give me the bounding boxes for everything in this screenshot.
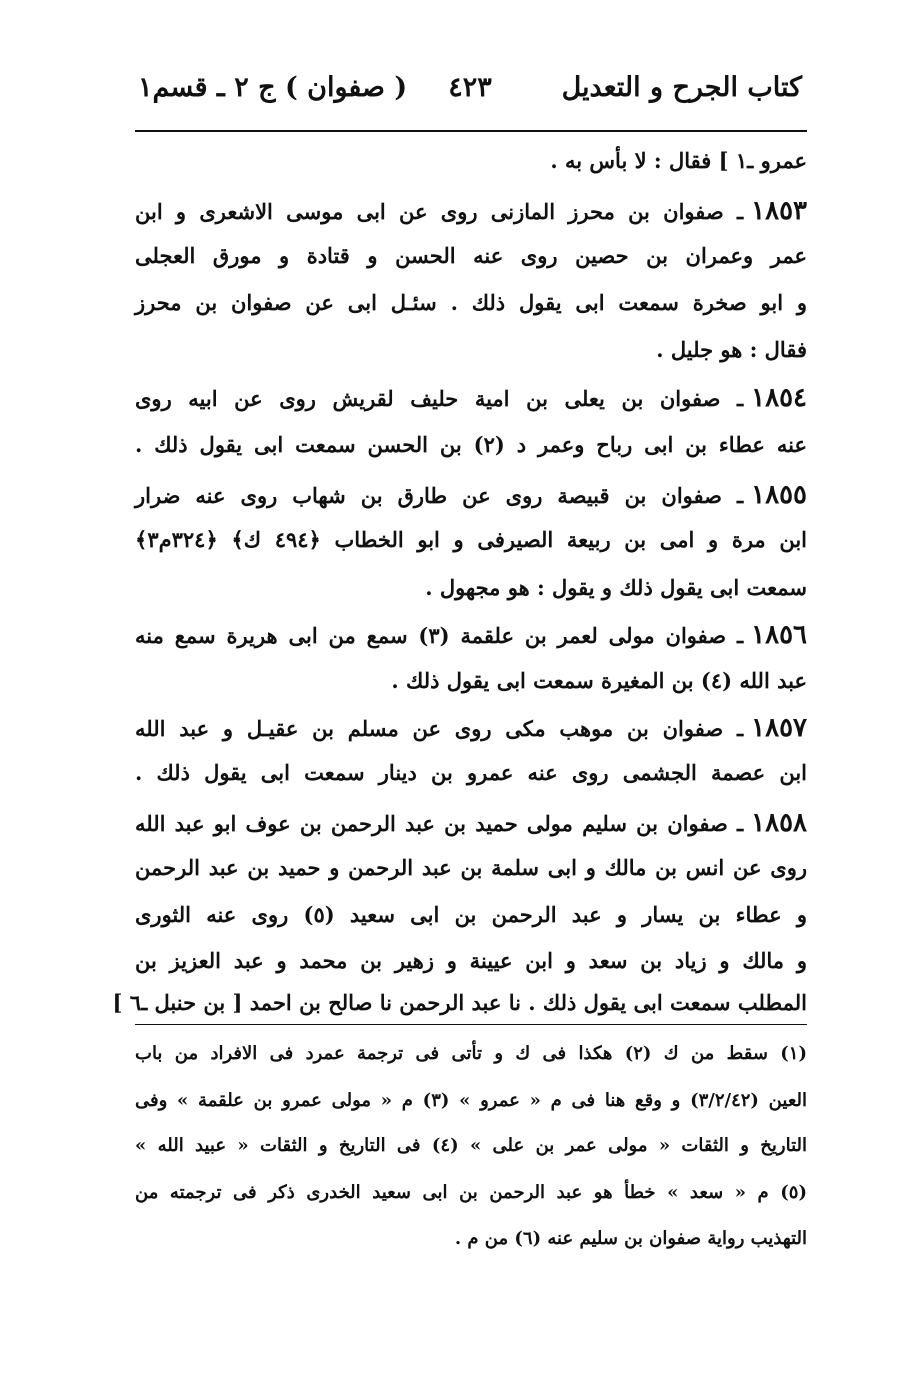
text-line: سمعت ابى يقول ذلك و يقول : هو مجهول . (425, 575, 807, 600)
footnote-line: التاريخ و الثقات « مولى عمر بن على » (٤) فى التاريخ و الثقات « عبيد الله » (135, 1135, 807, 1156)
entry-1858-line: ١٨٥٨ـ صفوان بن سليم مولى حميد بن عبد الرحمن بن عوف ابو عبد الله (135, 808, 807, 838)
entry-number: ١٨٥٤ (751, 383, 807, 413)
text-line: المطلب سمعت ابى يقول ذلك . نا عبد الرحمن نا صالح بن احمد [ بن حنبل ـ٦ ] (112, 990, 807, 1015)
text-line: عنه عطاء بن ابى رباح وعمر د (٢) بن الحسن سمعت ابى يقول ذلك . (135, 432, 807, 457)
text-line: و ابو صخرة سمعت ابى يقول ذلك . سئـل ابى عن صفوان بن محرز (135, 290, 807, 315)
text-line: و مالك و زياد بن سعد و ابن عيينة و زهير بن محمد و عبد العزيز بن (135, 948, 807, 973)
header-rule (135, 130, 807, 132)
page-header (138, 72, 802, 120)
book-title: كتاب الجرح و التعديل (561, 72, 802, 103)
text-line: ابن مرة و امى بن ربيعة الصيرفى و ابو الخطاب ﴿٤٩٤ ك﴾ ﴿٣٢٤م٣﴾ (135, 527, 807, 552)
footnote-line: العين (٣/٢/٤٢) و وقع هنا فى م « عمرو » (٣) م « مولى عمرو بن علقمة » وفى (135, 1090, 807, 1111)
entry-1856-line: ١٨٥٦ـ صفوان مولى لعمر بن علقمة (٣) سمع من ابى هريرة سمع منه (135, 620, 807, 650)
entry-1854-line: ١٨٥٤ـ صفوان بن يعلى بن امية حليف لقريش روى عن ابيه روى (135, 383, 807, 413)
entry-number: ١٨٥٥ (751, 480, 807, 510)
entry-1855-line: ١٨٥٥ـ صفوان بن قبيصة روى عن طارق بن شهاب روى عنه ضرار (135, 480, 807, 510)
footnote-line: التهذيب رواية صفوان بن سليم عنه (٦) من م . (454, 1228, 807, 1249)
text-line: عمرو ـ١ ] فقال : لا بأس به . (550, 148, 807, 173)
text-line: ابن عصمة الجشمى روى عنه عمرو بن دينار سمعت ابى يقول ذلك . (135, 760, 807, 785)
text-line: عبد الله (٤) بن المغيرة سمعت ابى يقول ذلك . (391, 668, 807, 693)
text-line: فقال : هو جليل . (656, 337, 807, 362)
entry-number: ١٨٥٣ (751, 196, 807, 226)
text-line: عمر وعمران بن حصين روى عنه الحسن و قتادة و مورق العجلى (135, 243, 807, 268)
footnote-line: (٥) م « سعد » خطأ هو عبد الرحمن بن ابى سعيد الخدرى ذكر فى ترجمته من (135, 1182, 807, 1203)
entry-number: ١٨٥٧ (751, 713, 807, 743)
section-label: ( صفوان ) ج ٢ ـ قسم١ (138, 72, 408, 103)
footnote-rule (135, 1024, 807, 1025)
entry-1857-line: ١٨٥٧ـ صفوان بن موهب مكى روى عن مسلم بن عقيـل و عبد الله (135, 713, 807, 743)
text-line: و عطاء بن يسار و عبد الرحمن بن ابى سعيد (٥) روى عنه الثورى (135, 902, 807, 927)
entry-1853-line: ١٨٥٣ـ صفوان بن محرز المازنى روى عن ابى موسى الاشعرى و ابن (135, 196, 807, 226)
page-number: ٤٢٣ (448, 72, 492, 103)
footnote-line: (١) سقط من ك (٢) هكذا فى ك و تأتى فى ترجمة عمرد فى الافراد من باب (135, 1043, 807, 1064)
entry-number: ١٨٥٨ (751, 808, 807, 838)
text-line: روى عن انس بن مالك و ابى سلمة بن عبد الرحمن و حميد بن عبد الرحمن (135, 855, 807, 880)
entry-number: ١٨٥٦ (751, 620, 807, 650)
